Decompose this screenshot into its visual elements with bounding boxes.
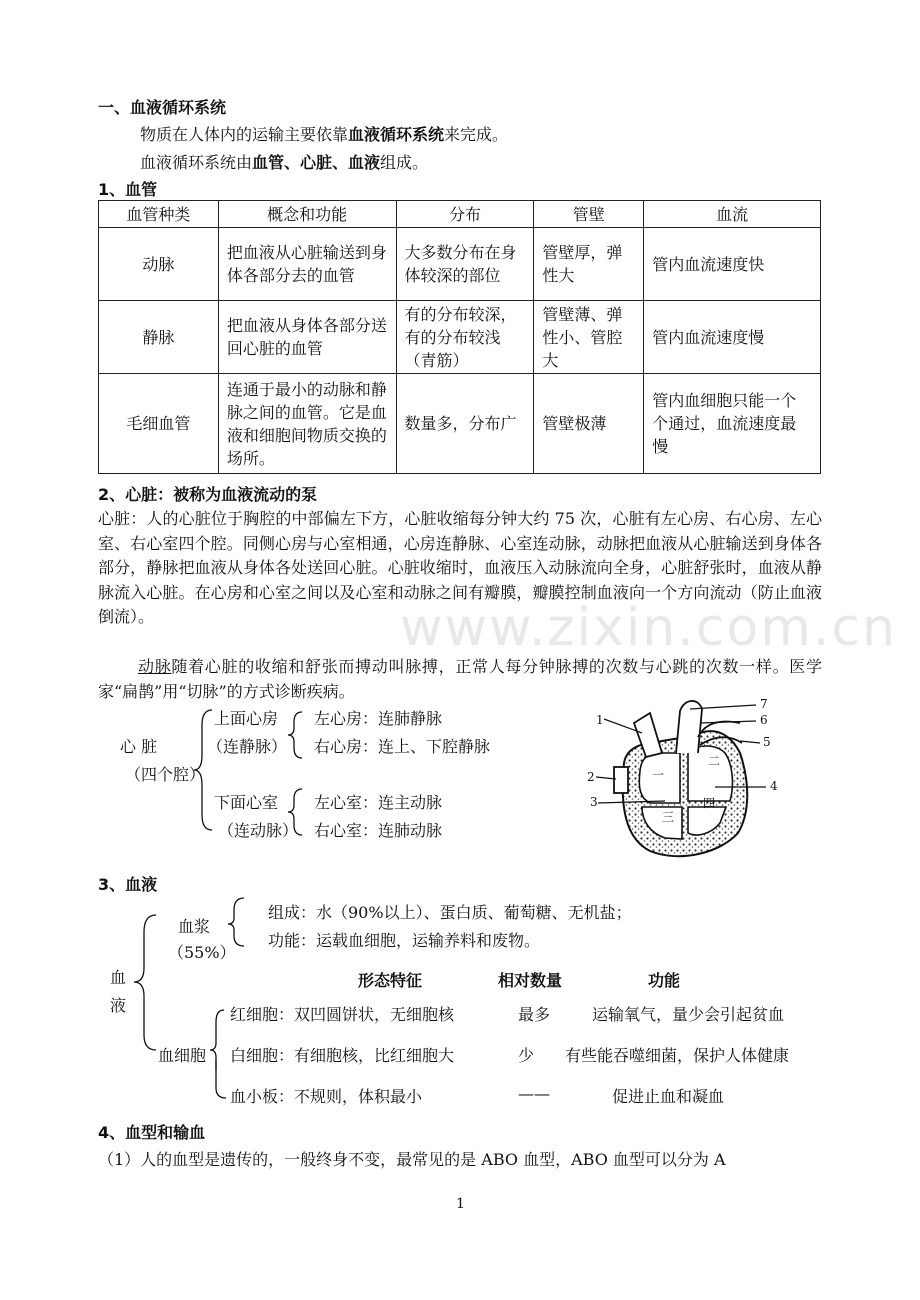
heart-tree-lower: 下面心室 [214,793,279,812]
blood-title: 3、血液 [98,875,158,894]
table-cell: 数量多，分布广 [396,374,534,474]
blood-cell-amount: 少 [518,1046,535,1065]
table-cell: 有的分布较深，有的分布较浅（青筋） [396,301,534,374]
watermark: www.zixin.com.cn [400,598,897,658]
heart-title: 2、心脏：被称为血液流动的泵 [98,485,318,504]
vessels-title: 1、血管 [98,180,158,199]
diagram-label: 6 [760,713,768,727]
table-header: 血流 [644,201,821,228]
heart-tree-upper-sub: （连静脉） [207,737,288,756]
blood-cell-function: 运输氧气，量少会引起贫血 [592,1005,785,1024]
table-row [99,301,821,374]
heart-paragraph: 心脏：人的心脏位于胸腔的中部偏左下方，心脏收缩每分钟大约 75 次，心脏有左心房、右心房、左心室、右心室四个腔。同侧心房与心室相通，心房连静脉、心室连动脉，动脉把血液从心脏输送到身体各部分，静脉把血液从身体各处送回心脏。心脏收缩时，血液压入动脉流向全身，心脏舒张时，血液从静脉流入心脏。在心房和心室之间以及心室和动脉之间有瓣膜，瓣膜控制血液向一个方向流动（防止血液倒流）。 [98,509,822,627]
bloodtype-paragraph: （1）人的血型是遗传的，一般终身不变，最常见的是 ABO 血型，ABO 血型可以分为 A [98,1150,726,1169]
table-header-row [99,201,821,228]
table-cell: 大多数分布在身体较深的部位 [396,228,534,301]
heart-tree-root: 心 脏 [120,737,158,756]
plasma-percent: （55%） [168,943,236,962]
table-cell: 把血液从心脏输送到身体各部分去的血管 [218,228,396,301]
table-cell: 管壁极薄 [534,374,644,474]
table-cell: 连通于最小的动脉和静脉之间的血管。它是血液和细胞间物质交换的场所。 [218,374,396,474]
blood-cell-function: 有些能吞噬细菌，保护人体健康 [565,1046,790,1065]
vessels-table [98,200,821,474]
blood-root-1: 血 [110,968,127,987]
table-row [99,228,821,301]
intro-paragraph-2: 血液循环系统由血管、心脏、血液组成。 [140,153,429,172]
heart-tree-lower-sub: （连动脉） [218,821,299,840]
diagram-chamber: 三 [662,810,675,824]
diagram-label: 4 [770,779,778,793]
blood-cell-amount: 最多 [518,1005,551,1024]
section-title: 一、血液循环系统 [98,98,227,117]
heart-tree-left-atrium: 左心房：连肺静脉 [314,709,443,728]
plasma-composition: 组成：水（90%以上）、蛋白质、葡萄糖、无机盐； [268,903,632,922]
blood-cell-desc: 红细胞：双凹圆饼状，无细胞核 [230,1005,455,1024]
heart-diagram [580,693,780,863]
table-cell: 管内血流速度慢 [644,301,821,374]
blood-root-2: 液 [110,996,127,1015]
diagram-chamber: 四 [703,796,716,810]
col-header-amount: 相对数量 [498,971,563,990]
blood-cell-amount: —— [518,1084,550,1103]
table-row [99,374,821,474]
table-cell: 把血液从身体各部分送回心脏的血管 [218,301,396,374]
blood-cells-label: 血细胞 [158,1046,207,1065]
diagram-label: 7 [760,697,768,711]
heart-tree-root-sub: （四个腔） [125,765,206,784]
table-cell: 静脉 [99,301,219,374]
table-header: 分布 [396,201,534,228]
page-number: 1 [456,1196,465,1212]
table-header: 血管种类 [99,201,219,228]
table-cell: 管内血细胞只能一个个通过，血流速度最慢 [644,374,821,474]
heart-tree-upper: 上面心房 [214,709,279,728]
table-header: 管壁 [534,201,644,228]
diagram-label: 1 [596,713,604,727]
heart-tree-right-atrium: 右心房：连上、下腔静脉 [314,737,491,756]
table-cell: 动脉 [99,228,219,301]
plasma-function: 功能：运载血细胞，运输养料和废物。 [268,931,541,950]
blood-cell-desc: 血小板：不规则，体积最小 [230,1087,423,1106]
blood-tree-bracket-tail [212,1060,232,1110]
blood-cell-desc: 白细胞：有细胞核，比红细胞大 [230,1046,455,1065]
table-header: 概念和功能 [218,201,396,228]
col-header-function: 功能 [648,971,681,990]
blood-cell-function: 促进止血和凝血 [612,1087,725,1106]
diagram-chamber: 一 [652,768,665,782]
table-cell: 管内血流速度快 [644,228,821,301]
diagram-label: 3 [590,795,598,809]
table-cell: 管壁厚，弹性大 [534,228,644,301]
heart-tree-left-ventricle: 左心室：连主动脉 [314,793,443,812]
diagram-label: 5 [763,735,771,749]
table-cell: 毛细血管 [99,374,219,474]
heart-tree-right-ventricle: 右心室：连肺动脉 [314,821,443,840]
bloodtype-title: 4、血型和输血 [98,1123,206,1142]
col-header-shape: 形态特征 [358,971,423,990]
pulse-paragraph: 动脉随着心脏的收缩和舒张而搏动叫脉搏，正常人每分钟脉搏的次数与心跳的次数一样。医学家“扁鹊”用“切脉”的方式诊断疾病。 [98,657,822,701]
plasma-label: 血浆 [178,917,211,936]
diagram-label: 2 [587,770,595,784]
table-cell: 管壁薄、弹性小、管腔大 [534,301,644,374]
diagram-chamber: 二 [708,754,721,768]
intro-paragraph-1: 物质在人体内的运输主要依靠血液循环系统来完成。 [140,125,509,144]
